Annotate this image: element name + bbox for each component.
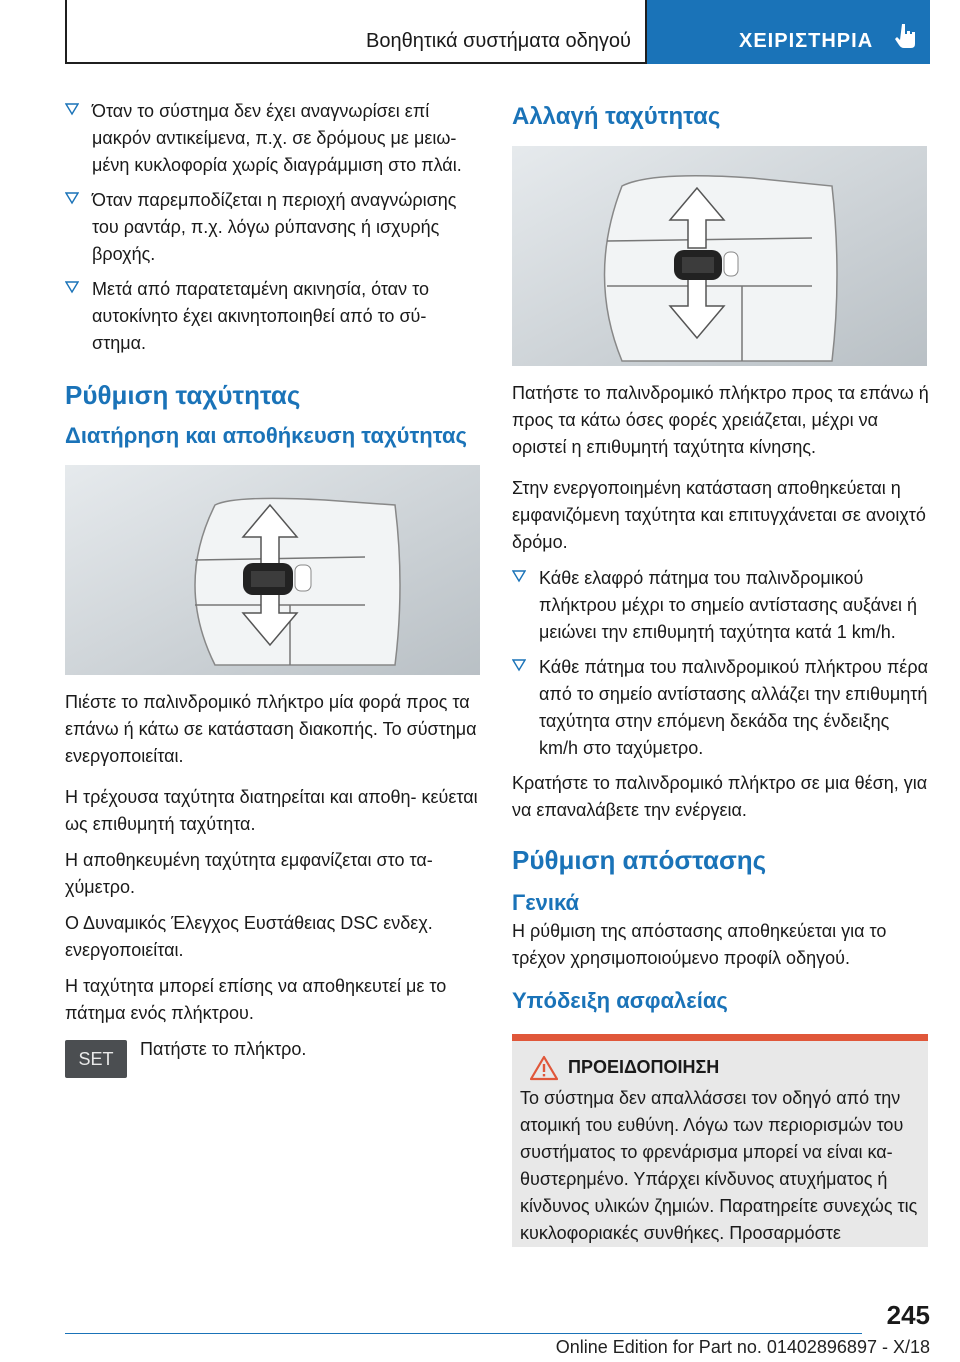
- warning-box: [512, 1034, 928, 1247]
- paragraph: Στην ενεργοποιημένη κατάσταση αποθηκεύεται η εμφανιζόμενη ταχύτητα και επιτυγχάνεται σε ανοιχτό δρόμο.: [512, 478, 926, 552]
- warning-text: Το σύστημα δεν απαλλάσσει τον οδηγό από την ατομική του ευθύνη. Λόγω των περιορισμών του συστήματος το φρενάρισμα μπορεί να είναι κα- θυστερημένο. Υπάρχει κίνδυνος ατυχήματος ή κίνδυνος υλικών ζημιών. Παρατηρείτε συνεχώς τις κυκλοφοριακές συνθήκες. Προσαρμόστε: [520, 1088, 918, 1243]
- set-button-symbol: SET: [65, 1040, 127, 1078]
- paragraph: Πατήστε το παλινδρομικό πλήκτρο προς τα επάνω ή προς τα κάτω όσες φορές χρειάζεται, μέχρι να οριστεί η επιθυμητή ταχύτητα κίνησης.: [512, 383, 929, 457]
- list-item: [65, 276, 485, 357]
- list-item-text: Όταν το σύστημα δεν έχει αναγνωρίσει επί μακρόν αντικείμενα, π.χ. σε δρόμους με μειω- μένη κυκλοφορία χωρίς διαγράμμιση στο πλάι.: [92, 101, 462, 175]
- header-frame: [65, 0, 647, 64]
- triangle-bullet-icon: [65, 280, 79, 294]
- triangle-bullet-icon: [512, 569, 526, 583]
- list-item-text: Κάθε πάτημα του παλινδρομικού πλήκτρου πέρα από το σημείο αντίστασης αλλάζει την επιθυμητή ταχύτητα στην επόμενη δεκάδα της ένδειξης km/h στο ταχύμετρο.: [539, 657, 928, 758]
- footer-divider: [65, 1333, 862, 1334]
- list-item: [512, 565, 932, 646]
- warning-header: [520, 1055, 920, 1083]
- set-instruction: [65, 1036, 485, 1096]
- list-item: [65, 187, 485, 268]
- list-item-text: Μετά από παρατεταμένη ακινησία, όταν το αυτοκίνητο έχει ακινητοποιηθεί από το σύ- στημα.: [92, 279, 429, 353]
- list-item-text: Όταν παρεμποδίζεται η περιοχή αναγνώρισης του ραντάρ, π.χ. λόγω ρύπανσης ή ισχυρής βροχής.: [92, 190, 457, 264]
- footer-edition: Online Edition for Part no. 01402896897 - X/18: [555, 1337, 930, 1357]
- tab-controls-label: ΧΕΙΡΙΣΤΗΡΙΑ: [739, 30, 874, 52]
- paragraph: Η ταχύτητα μπορεί επίσης να αποθηκευτεί με το πάτημα ενός πλήκτρου.: [65, 976, 447, 1023]
- steering-switch-image-2: [512, 146, 927, 366]
- triangle-bullet-icon: [512, 658, 526, 672]
- warning-title: ΠΡΟΕΙΔΟΠΟΙΗΣΗ: [568, 1057, 720, 1077]
- tab-controls[interactable]: [647, 0, 930, 64]
- left-column: [65, 98, 485, 1096]
- hand-pointer-icon: [895, 22, 919, 50]
- steering-switch-illustration-2: [512, 146, 927, 366]
- subheading-safety: Υπόδειξη ασφαλείας: [512, 988, 728, 1013]
- paragraph: Πιέστε το παλινδρομικό πλήκτρο μία φορά προς τα επάνω ή κάτω σε κατάσταση διακοπής. Το σύστημα ενεργοποιείται.: [65, 692, 477, 766]
- paragraph: Η τρέχουσα ταχύτητα διατηρείται και αποθη- κεύεται ως επιθυμητή ταχύτητα.: [65, 787, 478, 834]
- section-heading-speed: Ρύθμιση ταχύτητας: [65, 380, 301, 410]
- paragraph: Ο Δυναμικός Έλεγχος Ευστάθειας DSC ενδεχ. ενεργοποιείται.: [65, 913, 433, 960]
- list-item-text: Κάθε ελαφρό πάτημα του παλινδρομικού πλήκτρου μέχρι το σημείο αντίστασης αυξάνει ή μειώνει την επιθυμητή ταχύτητα κατά 1 km/h.: [539, 568, 918, 642]
- paragraph: Η αποθηκευμένη ταχύτητα εμφανίζεται στο τα- χύμετρο.: [65, 850, 433, 897]
- warning-triangle-icon: [530, 1055, 558, 1081]
- triangle-bullet-icon: [65, 191, 79, 205]
- set-instruction-text: Πατήστε το πλήκτρο.: [140, 1039, 307, 1059]
- page-number: 245: [886, 1300, 930, 1330]
- header-title: Βοηθητικά συστήματα οδηγού: [366, 30, 631, 52]
- paragraph: Η ρύθμιση της απόστασης αποθηκεύεται για το τρέχον χρησιμοποιούμενο προφίλ οδηγού.: [512, 921, 887, 968]
- list-item: [512, 654, 932, 762]
- steering-switch-illustration: [65, 465, 480, 675]
- steering-switch-image: [65, 465, 480, 675]
- list-item: [65, 98, 485, 179]
- triangle-bullet-icon: [65, 102, 79, 116]
- paragraph: Κρατήστε το παλινδρομικό πλήκτρο σε μια θέση, για να επαναλάβετε την ενέργεια.: [512, 773, 928, 820]
- subheading-maintain-store: Διατήρηση και αποθήκευση ταχύτητας: [65, 423, 467, 448]
- subheading-general: Γενικά: [512, 890, 580, 915]
- section-heading-distance: Ρύθμιση απόστασης: [512, 845, 767, 875]
- subheading-change-speed: Αλλαγή ταχύτητας: [512, 103, 721, 130]
- right-column: [512, 98, 932, 1247]
